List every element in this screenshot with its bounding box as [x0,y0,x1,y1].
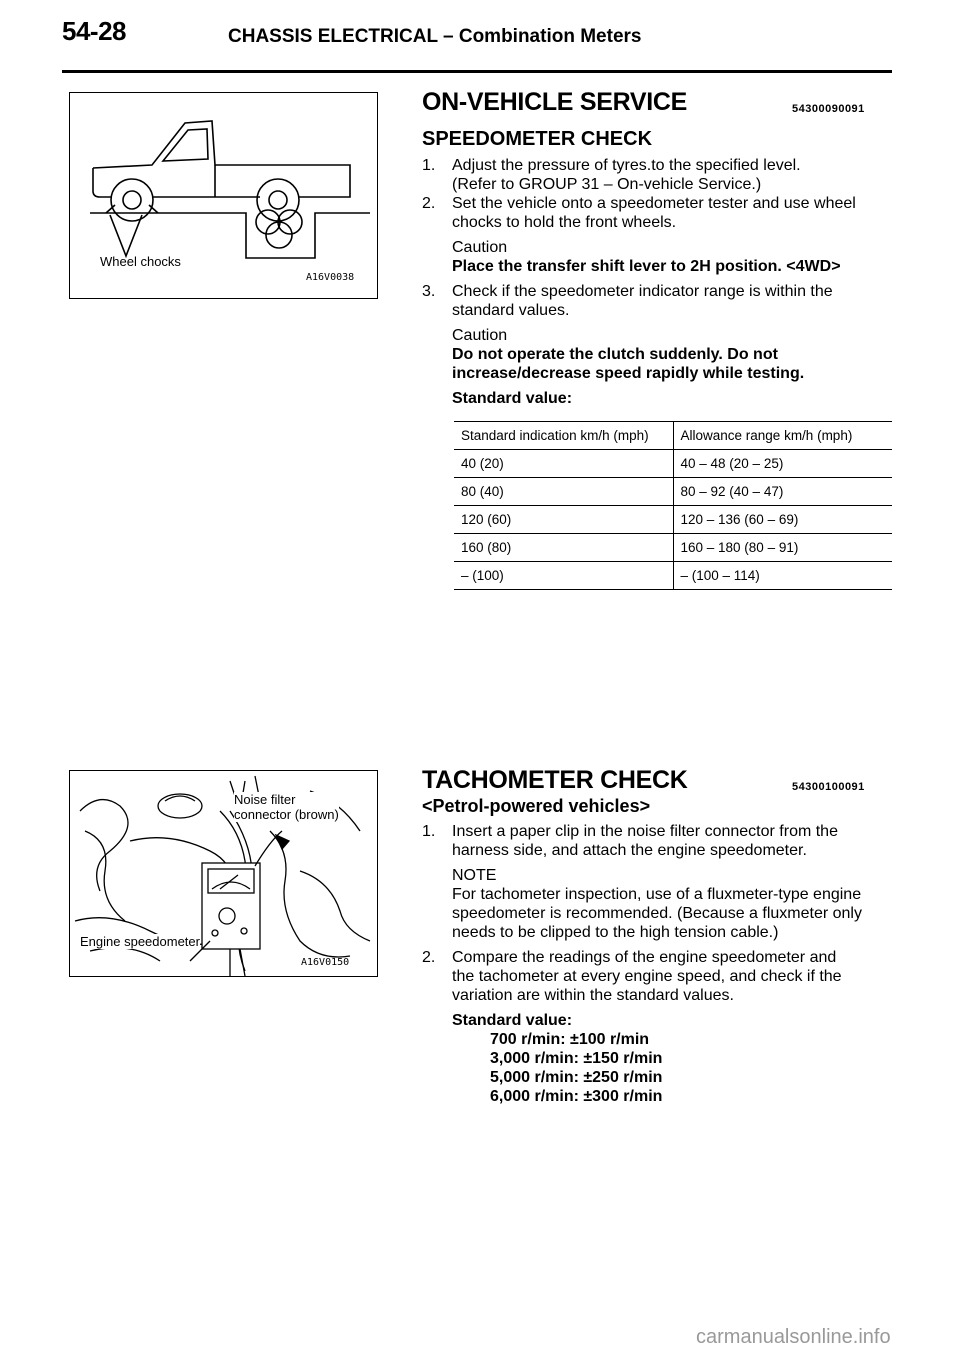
table-cell: 160 (80) [454,534,673,562]
figure2-code: A16V0150 [301,957,350,968]
figure-engine-speedometer [69,770,378,977]
watermark: carmanualsonline.info [696,1326,891,1348]
table-cell: 120 (60) [454,506,673,534]
caution-1: Caution Place the transfer shift lever to 2H position. <4WD> [452,239,841,275]
figure1-code: A16V0038 [306,272,355,283]
table-cell: 80 (40) [454,478,673,506]
tach-value: 700 r/min: ±100 r/min [490,1031,650,1048]
tach-step-1: 1. Insert a paper clip in the noise filter connector from the harness side, and attach the engine speedometer. [422,823,838,859]
table-cell: 40 – 48 (20 – 25) [673,450,892,478]
table-header: Standard indication km/h (mph) [454,422,673,450]
section1-code: 54300090091 [792,103,865,115]
table-cell: 80 – 92 (40 – 47) [673,478,892,506]
table-row [454,562,892,590]
step-2: 2. Set the vehicle onto a speedometer tester and use wheel chocks to hold the front wheels. [422,195,856,231]
standard-value-label: Standard value: [452,390,573,407]
tach-step-2: 2. Compare the readings of the engine speedometer and the tachometer at every engine speed, and check if the variation are within the standard values. [422,949,842,1004]
page-number: 54-28 [62,16,126,46]
page-title: CHASSIS ELECTRICAL – Combination Meters [228,26,642,47]
tach-value: 5,000 r/min: ±250 r/min [490,1069,663,1086]
section2-body [422,822,892,1106]
figure-wheel-chocks [69,92,378,299]
table-cell: – (100 – 114) [673,562,892,590]
table-row [454,478,892,506]
speedometer-table-wrap [454,421,892,590]
figure2-noise-label: Noise filter connector (brown) [234,792,339,822]
table-cell: 160 – 180 (80 – 91) [673,534,892,562]
header-rule [62,70,892,73]
speedometer-table [454,421,892,590]
table-cell: – (100) [454,562,673,590]
figure2-engine-label: Engine speedometer [80,934,200,949]
section1-body [422,156,892,408]
caution-2: Caution Do not operate the clutch suddenly. Do not increase/decrease speed rapidly while testing. [452,327,805,382]
tach-standard-values: Standard value: 700 r/min: ±100 r/min 3,000 r/min: ±150 r/min 5,000 r/min: ±250 r/min 6,000 r/min: ±300 r/min [422,1011,892,1106]
section2-code: 54300100091 [792,781,865,793]
section1-title: ON-VEHICLE SERVICE [422,88,688,116]
table-header: Allowance range km/h (mph) [673,422,892,450]
step-1: 1. Adjust the pressure of tyres.to the specified level. (Refer to GROUP 31 – On-vehicle Service.) [422,157,801,193]
table-header-row [454,422,892,450]
section1-subtitle: SPEEDOMETER CHECK [422,128,653,150]
table-row [454,506,892,534]
section2-subtitle: <Petrol-powered vehicles> [422,796,651,816]
section2-title: TACHOMETER CHECK [422,766,688,794]
table-cell: 120 – 136 (60 – 69) [673,506,892,534]
figure1-label: Wheel chocks [100,254,181,269]
table-row [454,450,892,478]
note-block: NOTE For tachometer inspection, use of a fluxmeter-type engine speedometer is recommended. (Because a fluxmeter only needs to be clipped to the high tension cable.) [452,867,862,941]
table-row [454,534,892,562]
tach-value: 3,000 r/min: ±150 r/min [490,1050,663,1067]
tach-value: 6,000 r/min: ±300 r/min [490,1088,663,1105]
table-cell: 40 (20) [454,450,673,478]
step-3: 3. Check if the speedometer indicator range is within the standard values. [422,283,833,319]
